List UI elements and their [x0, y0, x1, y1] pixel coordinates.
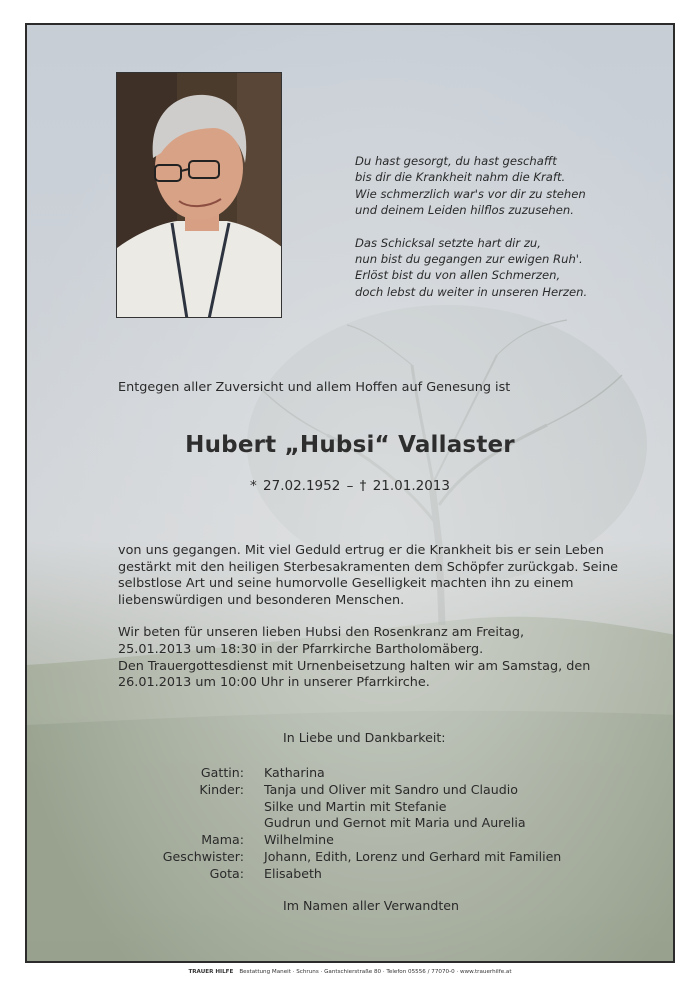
poem-line: doch lebst du weiter in unseren Herzen.: [355, 284, 588, 299]
intro-text: Entgegen aller Zuversicht und allem Hoffen auf Genesung ist: [118, 380, 511, 395]
family-row: [127, 849, 561, 866]
family-member: Katharina: [264, 765, 325, 780]
funeral-home-footer: [0, 969, 700, 975]
poem-line: Erlöst bist du von allen Schmerzen,: [355, 268, 561, 283]
family-row: [127, 765, 561, 782]
footer-details: Bestattung Maneit · Schruns · Gantschierstraße 80 · Telefon 05556 / 77070-0 · www.trauerhilfe.at: [239, 969, 512, 975]
portrait-photo: [116, 72, 282, 318]
relation-label: Gota:: [209, 865, 244, 881]
poem-line: Das Schicksal setzte hart dir zu,: [355, 235, 541, 250]
body-paragraph-1: von uns gegangen. Mit viel Geduld ertrug er die Krankheit bis er sein Leben gestärkt mit den heiligen Sterbesakramenten dem Schöpfer zurückgab. Seine selbstlose Art und seine humorvolle Geselligkeit machten ihn zu einem liebenswürdigen und besonderen Menschen.: [118, 543, 619, 608]
service-line: Wir beten für unseren lieben Hubsi den Rosenkranz am Freitag,: [118, 625, 525, 641]
family-row: [127, 866, 561, 883]
closing-line: In Liebe und Dankbarkeit:: [283, 730, 446, 745]
poem-line: Du hast gesorgt, du hast geschafft: [355, 154, 557, 168]
signoff-line: Im Namen aller Verwandten: [283, 898, 459, 913]
family-member: Johann, Edith, Lorenz und Gerhard mit Familien: [264, 848, 562, 864]
poem-stanza-2: [355, 235, 655, 301]
relation-label: Kinder:: [199, 781, 244, 797]
obituary-body: [118, 543, 658, 708]
service-line: Den Trauergottesdienst mit Urnenbeisetzung halten wir am Samstag, den: [118, 658, 591, 674]
obituary-card: [25, 23, 675, 963]
family-row: [127, 832, 561, 849]
family-member: Elisabeth: [264, 865, 322, 881]
poem-line: bis dir die Krankheit nahm die Kraft.: [355, 170, 566, 185]
poem-line: nun bist du gegangen zur ewigen Ruh'.: [355, 252, 583, 267]
family-member: Silke und Martin mit Stefanie: [264, 798, 447, 814]
family-list: [127, 765, 561, 883]
life-dates: * 27.02.1952 – † 21.01.2013: [249, 478, 450, 494]
poem-line: Wie schmerzlich war's vor dir zu stehen: [355, 186, 586, 201]
family-member: Gudrun und Gernot mit Maria und Aurelia: [264, 815, 526, 831]
memorial-poem: [355, 153, 655, 316]
relation-label: Mama:: [201, 832, 244, 848]
family-member: Tanja und Oliver mit Sandro und Claudio: [264, 781, 518, 797]
service-line: 26.01.2013 um 10:00 Uhr in unserer Pfarrkirche.: [118, 675, 430, 691]
relation-label: Geschwister:: [162, 848, 244, 864]
relation-label: Gattin:: [200, 765, 244, 780]
service-line: 25.01.2013 um 18:30 in der Pfarrkirche Bartholomäberg.: [118, 641, 484, 657]
deceased-name: Hubert „Hubsi“ Vallaster: [185, 432, 515, 458]
body-paragraph-2: [118, 625, 658, 691]
family-member: Wilhelmine: [264, 832, 334, 848]
poem-line: und deinem Leiden hilflos zuzusehen.: [355, 203, 574, 218]
poem-stanza-1: [355, 153, 655, 219]
footer-brand: TRAUER HILFE: [188, 969, 234, 975]
family-row: [127, 782, 561, 832]
